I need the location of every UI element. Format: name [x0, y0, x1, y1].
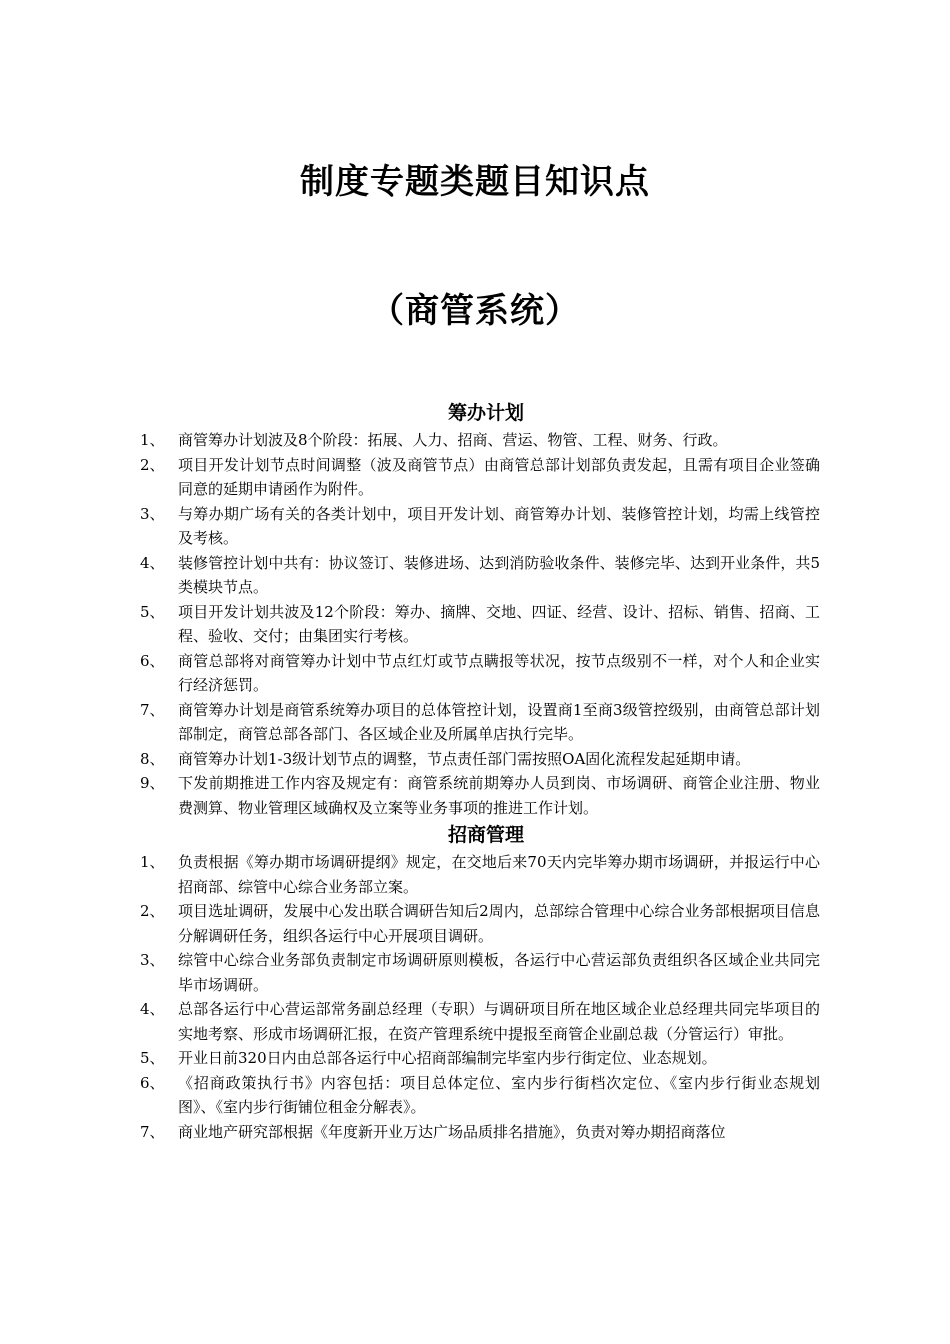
item-text: 开业日前320日内由总部各运行中心招商部编制完毕室内步行街定位、业态规划。	[178, 1049, 717, 1067]
list-item	[140, 1120, 820, 1145]
item-text: 项目开发计划共波及12个阶段：筹办、摘牌、交地、四证、经营、设计、招标、销售、招商、工程、验收、交付；由集团实行考核。	[178, 602, 820, 645]
list-item	[140, 1071, 820, 1120]
list-item	[140, 850, 820, 899]
item-text: 商管筹办计划是商管系统筹办项目的总体管控计划，设置商1至商3级管控级别，由商管总部计划部制定，商管总部各部门、各区域企业及所属单店执行完毕。	[178, 700, 820, 743]
item-number: 5、	[140, 1049, 165, 1067]
section-heading-leasing: 招商管理	[447, 824, 524, 846]
list-item	[140, 698, 820, 747]
list-item	[140, 997, 820, 1046]
item-number: 4、	[140, 1000, 165, 1018]
item-text: 综管中心综合业务部负责制定市场调研原则模板，各运行中心营运部负责组织各区域企业共同完毕市场调研。	[178, 951, 820, 994]
list-item	[140, 428, 820, 453]
list-item	[140, 899, 820, 948]
item-number: 3、	[140, 951, 165, 969]
item-number: 1、	[140, 853, 165, 871]
list-item	[140, 771, 820, 820]
item-number: 8、	[140, 749, 165, 768]
document-body	[140, 398, 820, 1144]
item-text: 商管筹办计划波及8个阶段：拓展、人力、招商、营运、物管、工程、财务、行政。	[178, 431, 728, 449]
list-item	[140, 600, 820, 649]
item-number: 7、	[140, 1122, 165, 1141]
list-item	[140, 948, 820, 997]
item-text: 商管总部将对商管筹办计划中节点红灯或节点瞒报等状况，按节点级别不一样，对个人和企业实行经济惩罚。	[178, 651, 820, 694]
document-title: 制度专题类题目知识点	[300, 162, 650, 202]
item-text: 项目开发计划节点时间调整（波及商管节点）由商管总部计划部负责发起，且需有项目企业签确同意的延期申请函作为附件。	[178, 455, 820, 498]
item-number: 9、	[140, 774, 165, 792]
planning-list	[140, 428, 820, 820]
item-number: 1、	[140, 431, 165, 449]
item-number: 6、	[140, 651, 165, 670]
item-text: 装修管控计划中共有：协议签订、装修进场、达到消防验收条件、装修完毕、达到开业条件，共5类模块节点。	[178, 553, 820, 596]
list-item	[140, 453, 820, 502]
item-text: 项目选址调研，发展中心发出联合调研告知后2周内，总部综合管理中心综合业务部根据项目信息分解调研任务，组织各运行中心开展项目调研。	[178, 902, 820, 945]
item-text: 商管筹办计划1-3级计划节点的调整，节点责任部门需按照OA固化流程发起延期申请。	[178, 749, 751, 768]
leasing-list	[140, 850, 820, 1144]
item-number: 3、	[140, 504, 165, 523]
item-text: 《招商政策执行书》内容包括：项目总体定位、室内步行街档次定位、《室内步行街业态规划图》、《室内步行街铺位租金分解表》。	[178, 1073, 820, 1116]
item-text: 负责根据《筹办期市场调研提纲》规定，在交地后来70天内完毕筹办期市场调研，并报运行中心招商部、综管中心综合业务部立案。	[178, 853, 820, 896]
item-number: 2、	[140, 455, 165, 474]
item-text: 与筹办期广场有关的各类计划中，项目开发计划、商管筹办计划、装修管控计划，均需上线管控及考核。	[178, 504, 820, 547]
list-item	[140, 1046, 820, 1071]
item-text: 商业地产研究部根据《年度新开业万达广场品质排名措施》，负责对筹办期招商落位	[178, 1122, 726, 1141]
document-subtitle: （商管系统）	[370, 291, 580, 331]
item-text: 下发前期推进工作内容及规定有：商管系统前期筹办人员到岗、市场调研、商管企业注册、物业费测算、物业管理区域确权及立案等业务事项的推进工作计划。	[178, 774, 820, 817]
section-heading-planning: 筹办计划	[447, 402, 524, 424]
list-item	[140, 551, 820, 600]
item-number: 5、	[140, 602, 165, 621]
item-text: 总部各运行中心营运部常务副总经理（专职）与调研项目所在地区域企业总经理共同完毕项目的实地考察、形成市场调研汇报，在资产管理系统中提报至商管企业副总裁（分管运行）审批。	[178, 1000, 820, 1043]
item-number: 4、	[140, 553, 165, 572]
list-item	[140, 649, 820, 698]
item-number: 2、	[140, 902, 165, 920]
list-item	[140, 502, 820, 551]
item-number: 6、	[140, 1073, 165, 1092]
item-number: 7、	[140, 700, 165, 719]
list-item	[140, 747, 820, 772]
